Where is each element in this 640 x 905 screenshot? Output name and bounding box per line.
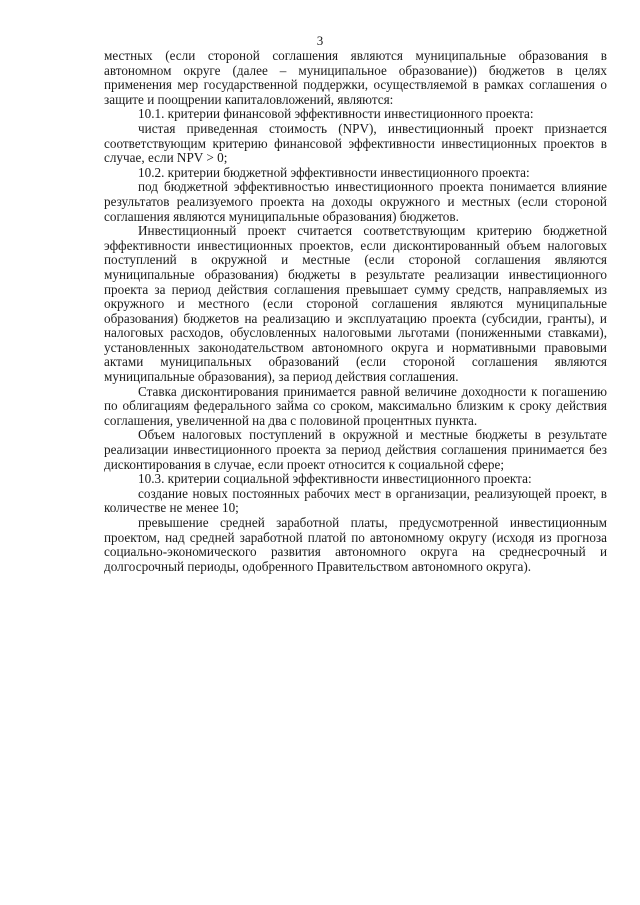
paragraph-budget-efficiency-condition: Инвестиционный проект считается соответствующим критерию бюджетной эффективности инвестиционных проектов, если дисконтированный объем налоговых поступлений в окружной и местные (если стороной соглашения являются муниципальные образования) бюджеты в результате реализации инвестиционного проекта за период действия соглашения превышает сумму средств, направляемых из окружного и местного (если стороной соглашения являются муниципальные образования) бюджетов на реализацию и эксплуатацию проекта (субсидии, гранты), и налоговых расходов, обусловленных налоговыми льготами (пониженными ставками), установленных законодательством автономного округа и нормативными правовыми актами муниципальных образований (если стороной соглашения являются муниципальные образования), за период действия соглашения. bbox=[104, 223, 607, 385]
paragraph-npv-criterion: чистая приведенная стоимость (NPV), инвестиционный проект признается соответствующим критерию финансовой эффективности инвестиционных проектов в случае, если NPV > 0; bbox=[104, 120, 607, 166]
paragraph-average-salary: превышение средней заработной платы, предусмотренной инвестиционным проектом, над средней заработной платой по автономному округу (исходя из прогноза социально-экономического развития автономного округа на среднесрочный и долгосрочный периоды, одобренного Правительством автономного округа). bbox=[104, 515, 607, 574]
paragraph-discount-rate: Ставка дисконтирования принимается равной величине доходности к погашению по облигациям федерального займа со сроком, максимально близким к сроку действия соглашения, увеличенной на два с половиной процентных пункта. bbox=[104, 383, 607, 428]
paragraph-budget-efficiency-definition: под бюджетной эффективностью инвестиционного проекта понимается влияние результатов реализуемого проекта на доходы окружного и местных (если стороной соглашения являются муниципальные образования) бюджетов. bbox=[104, 179, 607, 224]
paragraph-new-jobs: создание новых постоянных рабочих мест в организации, реализующей проект, в количестве не менее 10; bbox=[104, 485, 607, 516]
paragraph-criterion-10-1-heading: 10.1. критерии финансовой эффективности инвестиционного проекта: bbox=[138, 106, 534, 122]
document-body bbox=[104, 49, 607, 574]
paragraph-criterion-10-3-heading: 10.3. критерии социальной эффективности инвестиционного проекта: bbox=[138, 471, 532, 487]
paragraph-intro-continuation: местных (если стороной соглашения являются муниципальные образования в автономном округе (далее – муниципальное образование)) бюджетов в целях применения мер государственной поддержки, осуществляемой в рамках соглашения о защите и поощрении капиталовложений, являются: bbox=[104, 48, 607, 107]
paragraph-criterion-10-2-heading: 10.2. критерии бюджетной эффективности инвестиционного проекта: bbox=[138, 164, 530, 180]
paragraph-tax-revenue-social: Объем налоговых поступлений в окружной и местные бюджеты в результате реализации инвестиционного проекта за период действия соглашения принимается без дисконтирования в случае, если проект относится к социальной сфере; bbox=[104, 427, 607, 472]
page-number: 3 bbox=[316, 33, 324, 48]
